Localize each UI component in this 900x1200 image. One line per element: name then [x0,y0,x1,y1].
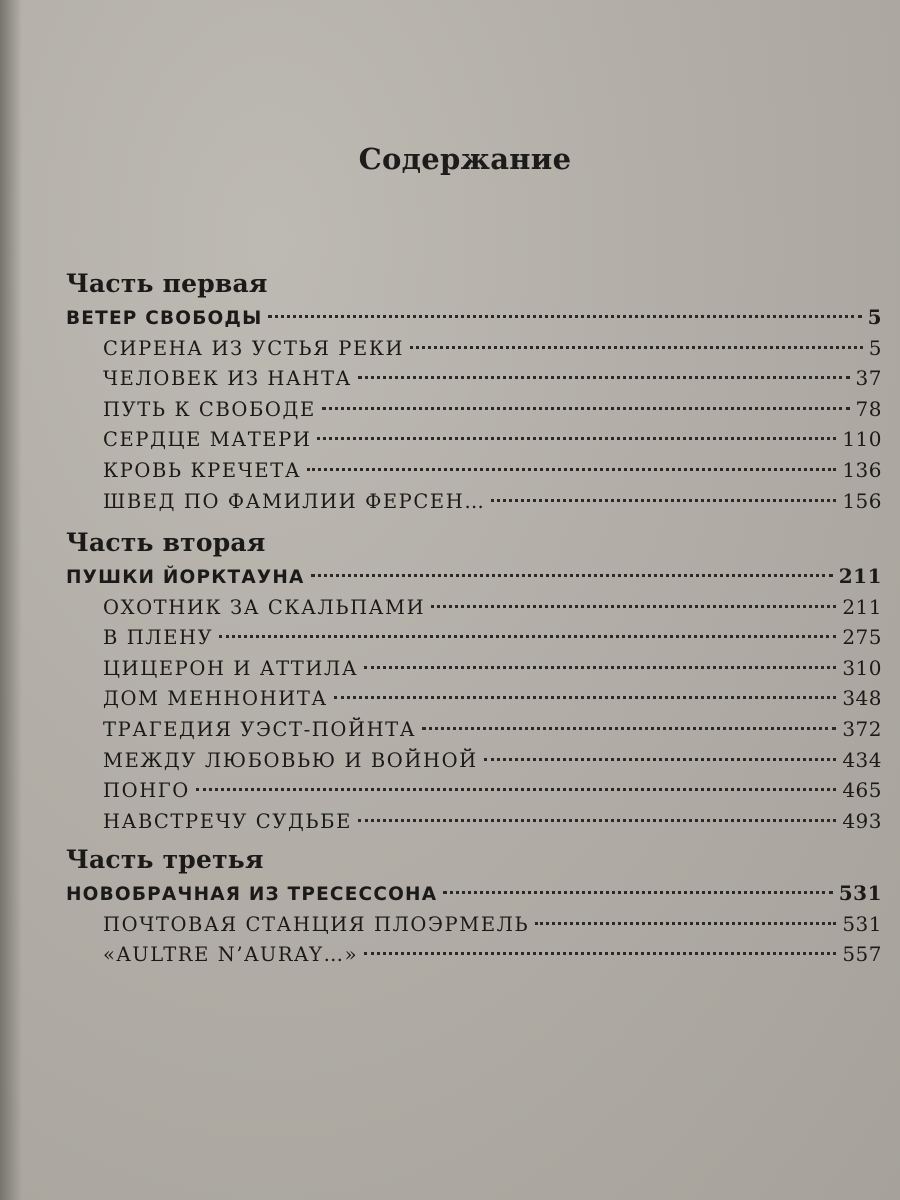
page-number: 310 [842,655,882,680]
part-title: Часть вторая [66,528,266,557]
page-number: 531 [838,881,882,905]
entry-title: ВЕТЕР СВОБОДЫ [66,308,263,329]
dot-leader [431,605,836,608]
entry-title: ДОМ МЕННОНИТА [103,687,328,711]
dot-leader [219,635,836,638]
spine-shadow [0,0,22,1200]
toc-main-entry [66,878,882,909]
entry-title: ОХОТНИК ЗА СКАЛЬПАМИ [103,595,426,619]
dot-leader [322,407,850,410]
toc-chapter-entry [66,622,882,653]
page-number: 557 [842,942,882,967]
part-section-2 [66,525,882,836]
dot-leader [484,758,837,761]
page-number: 211 [842,594,882,619]
page-number: 493 [842,808,882,833]
page-number: 37 [855,366,882,391]
toc-chapter-entry [66,592,882,623]
page-number: 156 [842,488,882,513]
dot-leader [410,346,863,349]
dot-leader [311,574,833,577]
dot-leader [364,952,836,955]
dot-leader [358,376,850,379]
entry-title: МЕЖДУ ЛЮБОВЬЮ И ВОЙНОЙ [103,748,478,772]
entry-title: ШВЕД ПО ФАМИЛИИ ФЕРСЕН… [103,489,486,513]
entry-title: СЕРДЦЕ МАТЕРИ [103,428,312,452]
dot-leader [268,315,861,318]
part-title: Часть третья [66,845,264,874]
entry-title: «AULTRE N’AURAY…» [103,943,359,967]
entry-title: В ПЛЕНУ [103,626,214,650]
page-number: 211 [838,564,882,588]
toc-chapter-entry [66,714,882,745]
toc-chapter-entry [66,683,882,714]
entry-title: КРОВЬ КРЕЧЕТА [103,458,302,482]
toc-chapter-entry [66,486,882,517]
toc-main-entry [66,302,882,333]
page-number: 5 [868,335,882,360]
entry-title: НОВОБРАЧНАЯ ИЗ ТРЕСЕССОНА [66,884,438,905]
entry-title: НАВСТРЕЧУ СУДЬБЕ [103,809,352,833]
dot-leader [364,666,836,669]
entry-title: ПУТЬ К СВОБОДЕ [103,397,316,421]
page-number: 136 [842,457,882,482]
page-number: 275 [842,625,882,650]
part-title: Часть первая [66,269,268,298]
toc-chapter-entry [66,455,882,486]
dot-leader [358,819,836,822]
entry-title: ЧЕЛОВЕК ИЗ НАНТА [103,367,352,391]
dot-leader [443,891,833,894]
page-number: 78 [855,396,882,421]
toc-chapter-entry [66,333,882,364]
dot-leader [535,922,836,925]
entry-title: ПОНГО [103,779,190,803]
toc-chapter-entry [66,939,882,970]
dot-leader [307,468,836,471]
part-section-3 [66,842,882,970]
part-section-1 [66,266,882,516]
toc-chapter-entry [66,775,882,806]
page-number: 348 [842,686,882,711]
entry-title: СИРЕНА ИЗ УСТЬЯ РЕКИ [103,336,405,360]
entry-title: ТРАГЕДИЯ УЭСТ-ПОЙНТА [103,717,417,741]
toc-main-entry [66,561,882,592]
entry-title: ПОЧТОВАЯ СТАНЦИЯ ПЛОЭРМЕЛЬ [103,912,530,936]
toc-chapter-entry [66,909,882,940]
dot-leader [491,499,836,502]
page-number: 434 [842,747,882,772]
toc-chapter-entry [66,424,882,455]
dot-leader [334,696,837,699]
page-number: 110 [842,427,882,452]
entry-title: ЦИЦЕРОН И АТТИЛА [103,656,359,680]
toc-chapter-entry [66,745,882,776]
page-number: 531 [842,911,882,936]
toc-chapter-entry [66,363,882,394]
toc-chapter-entry [66,394,882,425]
page-title: Содержание [358,142,572,176]
toc-chapter-entry [66,806,882,837]
toc-chapter-entry [66,653,882,684]
dot-leader [196,788,836,791]
dot-leader [422,727,836,730]
dot-leader [317,437,836,440]
page-number: 372 [842,716,882,741]
entry-title: ПУШКИ ЙОРКТАУНА [66,567,305,588]
page-number: 5 [867,305,882,329]
page-number: 465 [842,778,882,803]
